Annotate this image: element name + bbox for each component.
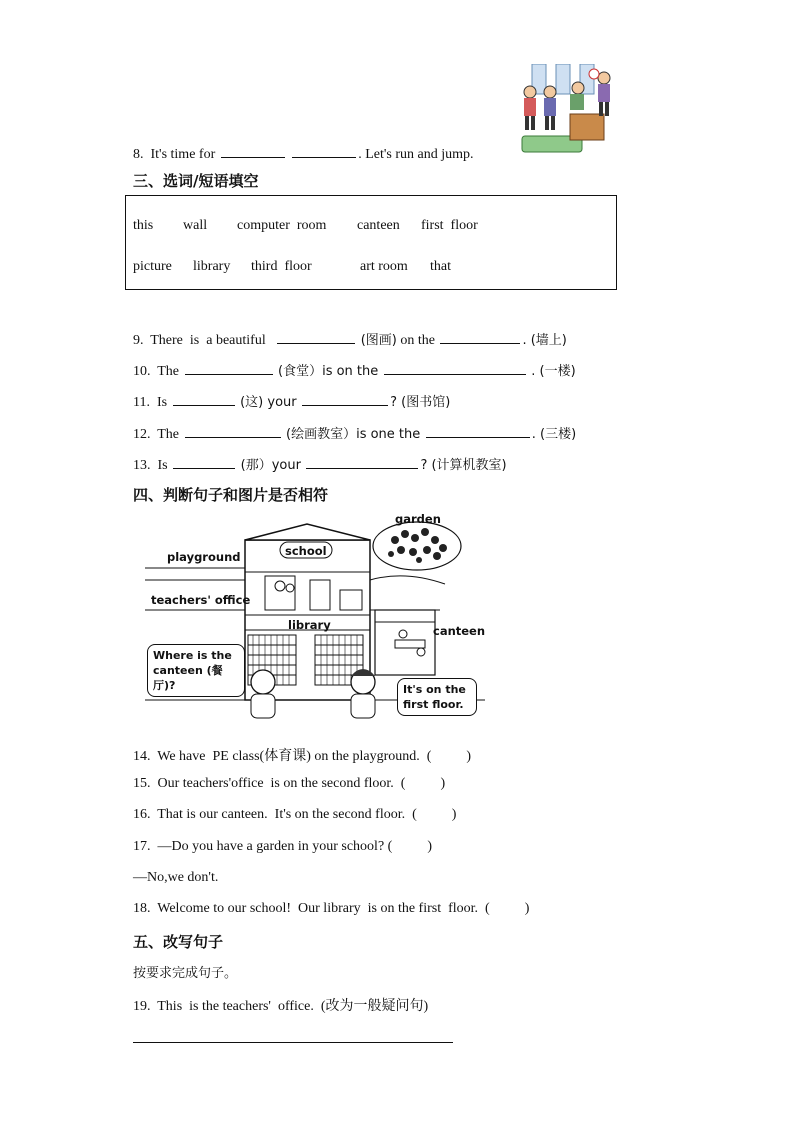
- answer-blank[interactable]: [384, 361, 526, 375]
- label-library: library: [288, 618, 331, 632]
- label-teachers-office: teachers' office: [151, 593, 251, 607]
- question-12: 12. The (绘画教室）is one the . (三楼): [133, 423, 576, 443]
- word-bank-item: library: [193, 259, 231, 274]
- question-19: 19. This is the teachers' office. (改为一般疑问句): [133, 999, 429, 1014]
- question-8: 8. It's time for . Let's run and jump.: [133, 144, 474, 163]
- answer-blank[interactable]: [306, 455, 418, 469]
- label-garden: garden: [395, 512, 441, 526]
- word-bank-item: art room: [360, 259, 408, 274]
- question-18: 18. Welcome to our school! Our library is on the first floor. ( ): [133, 901, 530, 916]
- answer-blank[interactable]: [185, 361, 273, 375]
- answer-blank[interactable]: [185, 424, 281, 438]
- word-bank-item: computer room: [237, 218, 327, 233]
- question-11: 11. Is (这) your ? (图书馆): [133, 391, 450, 411]
- word-bank-item: canteen: [357, 218, 400, 233]
- word-bank-item: picture: [133, 259, 172, 274]
- answer-blank[interactable]: [426, 424, 530, 438]
- word-bank: [125, 195, 617, 290]
- word-bank-item: this: [133, 218, 154, 233]
- label-canteen: canteen: [433, 624, 486, 638]
- question-17-answer: —No,we don't.: [133, 870, 219, 885]
- answer-blank[interactable]: [221, 144, 285, 158]
- label-playground: playground: [167, 550, 241, 564]
- question-17: 17. —Do you have a garden in your school? ( ): [133, 839, 432, 854]
- answer-blank[interactable]: [302, 392, 388, 406]
- answer-blank[interactable]: [277, 330, 355, 344]
- section-3-title: 三、选词/短语填空: [133, 172, 259, 190]
- label-school: school: [285, 544, 327, 558]
- answer-blank[interactable]: [292, 144, 356, 158]
- section-4-title: 四、判断句子和图片是否相符: [133, 486, 329, 504]
- word-bank-item: first floor: [421, 218, 478, 233]
- question-13: 13. Is (那）your ? (计算机教室): [133, 454, 507, 474]
- question-9: 9. There is a beautiful (图画) on the . (墙上): [133, 329, 567, 349]
- kids-jumping-illustration: [512, 64, 624, 156]
- word-bank-item: third floor: [251, 259, 312, 274]
- school-picture: [145, 510, 485, 725]
- answer-blank[interactable]: [440, 330, 520, 344]
- section-5-title: 五、改写句子: [133, 933, 224, 951]
- answer-blank[interactable]: [173, 392, 235, 406]
- question-15: 15. Our teachers'office is on the second floor. ( ): [133, 776, 446, 791]
- answer-line[interactable]: [133, 1042, 453, 1043]
- word-bank-item: wall: [183, 218, 208, 233]
- speech-bubble-question: Where is the canteen (餐厅)?: [147, 644, 245, 697]
- question-10: 10. The (食堂）is on the . (一楼): [133, 360, 576, 380]
- section-5-instruction: 按要求完成句子。: [133, 966, 238, 981]
- answer-blank[interactable]: [173, 455, 235, 469]
- speech-bubble-answer: It's on the first floor.: [397, 678, 477, 716]
- word-bank-item: that: [430, 259, 451, 274]
- question-16: 16. That is our canteen. It's on the second floor. ( ): [133, 807, 457, 822]
- question-14: 14. We have PE class(体育课) on the playground. ( ): [133, 749, 472, 764]
